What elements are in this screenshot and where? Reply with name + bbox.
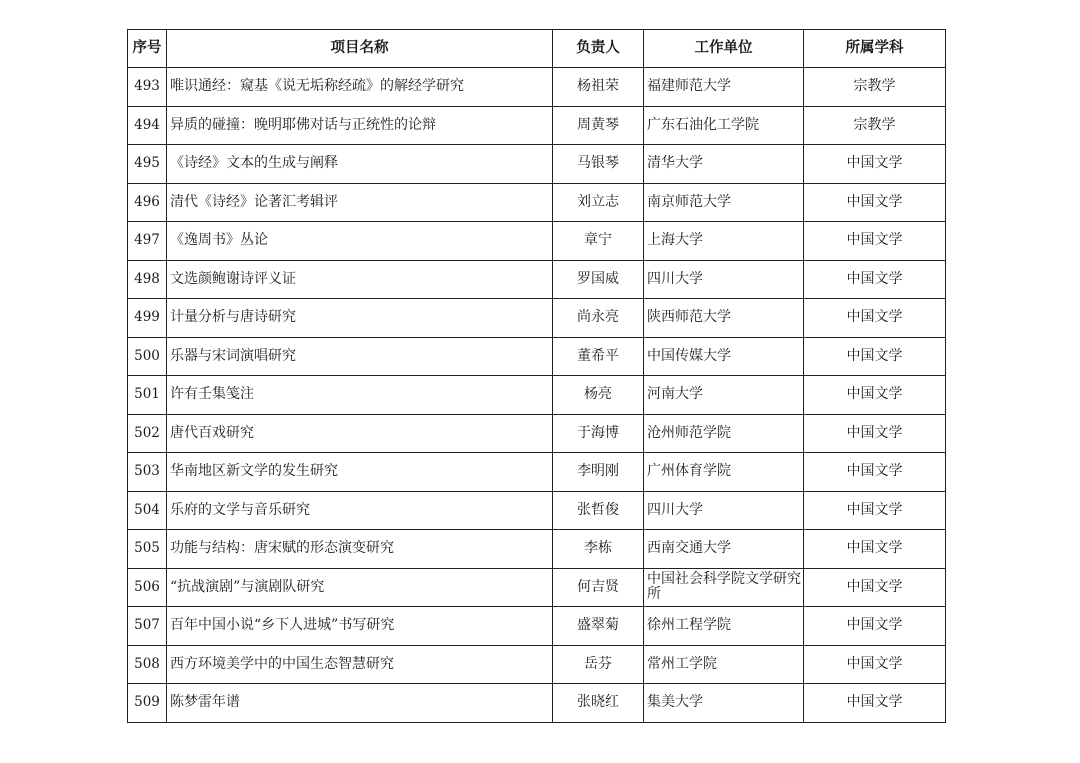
cell-unit: 常州工学院 xyxy=(644,645,804,684)
cell-person: 盛翠菊 xyxy=(553,607,644,646)
cell-unit: 徐州工程学院 xyxy=(644,607,804,646)
table-row xyxy=(128,260,946,299)
cell-subject: 中国文学 xyxy=(804,530,946,569)
table-header xyxy=(128,30,946,68)
table-row xyxy=(128,568,946,607)
cell-project-name: 功能与结构：唐宋赋的形态演变研究 xyxy=(167,530,553,569)
cell-subject: 中国文学 xyxy=(804,260,946,299)
table-row xyxy=(128,376,946,415)
table-row xyxy=(128,607,946,646)
project-table xyxy=(127,29,946,723)
cell-project-name: 清代《诗经》论著汇考辑评 xyxy=(167,183,553,222)
cell-unit: 四川大学 xyxy=(644,491,804,530)
table-body xyxy=(128,68,946,723)
cell-unit: 陕西师范大学 xyxy=(644,299,804,338)
cell-person: 李明刚 xyxy=(553,453,644,492)
cell-num: 508 xyxy=(128,645,167,684)
cell-num: 498 xyxy=(128,260,167,299)
cell-person: 何吉贤 xyxy=(553,568,644,607)
cell-subject: 中国文学 xyxy=(804,376,946,415)
cell-project-name: 《逸周书》丛论 xyxy=(167,222,553,261)
cell-subject: 中国文学 xyxy=(804,453,946,492)
cell-person: 岳芬 xyxy=(553,645,644,684)
cell-project-name: “抗战演剧”与演剧队研究 xyxy=(167,568,553,607)
cell-project-name: 异质的碰撞：晚明耶佛对话与正统性的论辩 xyxy=(167,106,553,145)
cell-unit: 集美大学 xyxy=(644,684,804,723)
cell-subject: 中国文学 xyxy=(804,645,946,684)
cell-num: 503 xyxy=(128,453,167,492)
cell-unit: 上海大学 xyxy=(644,222,804,261)
table-row xyxy=(128,414,946,453)
cell-person: 张哲俊 xyxy=(553,491,644,530)
cell-person: 刘立志 xyxy=(553,183,644,222)
cell-num: 496 xyxy=(128,183,167,222)
cell-num: 499 xyxy=(128,299,167,338)
table-row xyxy=(128,183,946,222)
table-row xyxy=(128,337,946,376)
cell-person: 章宁 xyxy=(553,222,644,261)
document-page xyxy=(127,29,945,723)
table-row xyxy=(128,145,946,184)
table-row xyxy=(128,491,946,530)
table-row xyxy=(128,106,946,145)
cell-unit: 沧州师范学院 xyxy=(644,414,804,453)
cell-num: 504 xyxy=(128,491,167,530)
cell-subject: 中国文学 xyxy=(804,684,946,723)
cell-unit: 福建师范大学 xyxy=(644,68,804,107)
cell-num: 502 xyxy=(128,414,167,453)
cell-num: 497 xyxy=(128,222,167,261)
cell-unit: 南京师范大学 xyxy=(644,183,804,222)
header-project-name: 项目名称 xyxy=(167,30,553,68)
cell-num: 494 xyxy=(128,106,167,145)
cell-project-name: 西方环境美学中的中国生态智慧研究 xyxy=(167,645,553,684)
cell-subject: 宗教学 xyxy=(804,68,946,107)
cell-person: 董希平 xyxy=(553,337,644,376)
cell-project-name: 文选颜鲍谢诗评义证 xyxy=(167,260,553,299)
cell-person: 李栋 xyxy=(553,530,644,569)
cell-unit: 清华大学 xyxy=(644,145,804,184)
cell-unit: 四川大学 xyxy=(644,260,804,299)
cell-person: 罗国威 xyxy=(553,260,644,299)
header-person: 负责人 xyxy=(553,30,644,68)
cell-project-name: 许有壬集笺注 xyxy=(167,376,553,415)
table-row xyxy=(128,68,946,107)
cell-subject: 宗教学 xyxy=(804,106,946,145)
cell-project-name: 唐代百戏研究 xyxy=(167,414,553,453)
cell-num: 493 xyxy=(128,68,167,107)
cell-person: 周黄琴 xyxy=(553,106,644,145)
cell-person: 张晓红 xyxy=(553,684,644,723)
cell-num: 500 xyxy=(128,337,167,376)
cell-subject: 中国文学 xyxy=(804,414,946,453)
cell-num: 507 xyxy=(128,607,167,646)
cell-subject: 中国文学 xyxy=(804,607,946,646)
cell-project-name: 华南地区新文学的发生研究 xyxy=(167,453,553,492)
cell-project-name: 陈梦雷年谱 xyxy=(167,684,553,723)
table-row xyxy=(128,299,946,338)
cell-unit: 河南大学 xyxy=(644,376,804,415)
table-row xyxy=(128,530,946,569)
cell-project-name: 百年中国小说“乡下人进城”书写研究 xyxy=(167,607,553,646)
header-subject: 所属学科 xyxy=(804,30,946,68)
cell-subject: 中国文学 xyxy=(804,491,946,530)
cell-person: 马银琴 xyxy=(553,145,644,184)
cell-project-name: 乐府的文学与音乐研究 xyxy=(167,491,553,530)
cell-project-name: 唯识通经：窥基《说无垢称经疏》的解经学研究 xyxy=(167,68,553,107)
cell-num: 505 xyxy=(128,530,167,569)
cell-subject: 中国文学 xyxy=(804,145,946,184)
cell-subject: 中国文学 xyxy=(804,183,946,222)
cell-person: 尚永亮 xyxy=(553,299,644,338)
cell-unit: 中国社会科学院文学研究所 xyxy=(644,568,804,607)
cell-num: 501 xyxy=(128,376,167,415)
cell-subject: 中国文学 xyxy=(804,222,946,261)
header-unit: 工作单位 xyxy=(644,30,804,68)
cell-person: 杨祖荣 xyxy=(553,68,644,107)
cell-unit: 西南交通大学 xyxy=(644,530,804,569)
table-row xyxy=(128,222,946,261)
cell-unit: 中国传媒大学 xyxy=(644,337,804,376)
cell-num: 509 xyxy=(128,684,167,723)
cell-subject: 中国文学 xyxy=(804,568,946,607)
table-row xyxy=(128,453,946,492)
header-row xyxy=(128,30,946,68)
cell-subject: 中国文学 xyxy=(804,337,946,376)
cell-project-name: 乐器与宋词演唱研究 xyxy=(167,337,553,376)
cell-num: 506 xyxy=(128,568,167,607)
table-row xyxy=(128,684,946,723)
cell-num: 495 xyxy=(128,145,167,184)
cell-project-name: 计量分析与唐诗研究 xyxy=(167,299,553,338)
cell-person: 杨亮 xyxy=(553,376,644,415)
header-num: 序号 xyxy=(128,30,167,68)
cell-project-name: 《诗经》文本的生成与阐释 xyxy=(167,145,553,184)
table-row xyxy=(128,645,946,684)
cell-unit: 广东石油化工学院 xyxy=(644,106,804,145)
cell-subject: 中国文学 xyxy=(804,299,946,338)
cell-unit: 广州体育学院 xyxy=(644,453,804,492)
cell-person: 于海博 xyxy=(553,414,644,453)
